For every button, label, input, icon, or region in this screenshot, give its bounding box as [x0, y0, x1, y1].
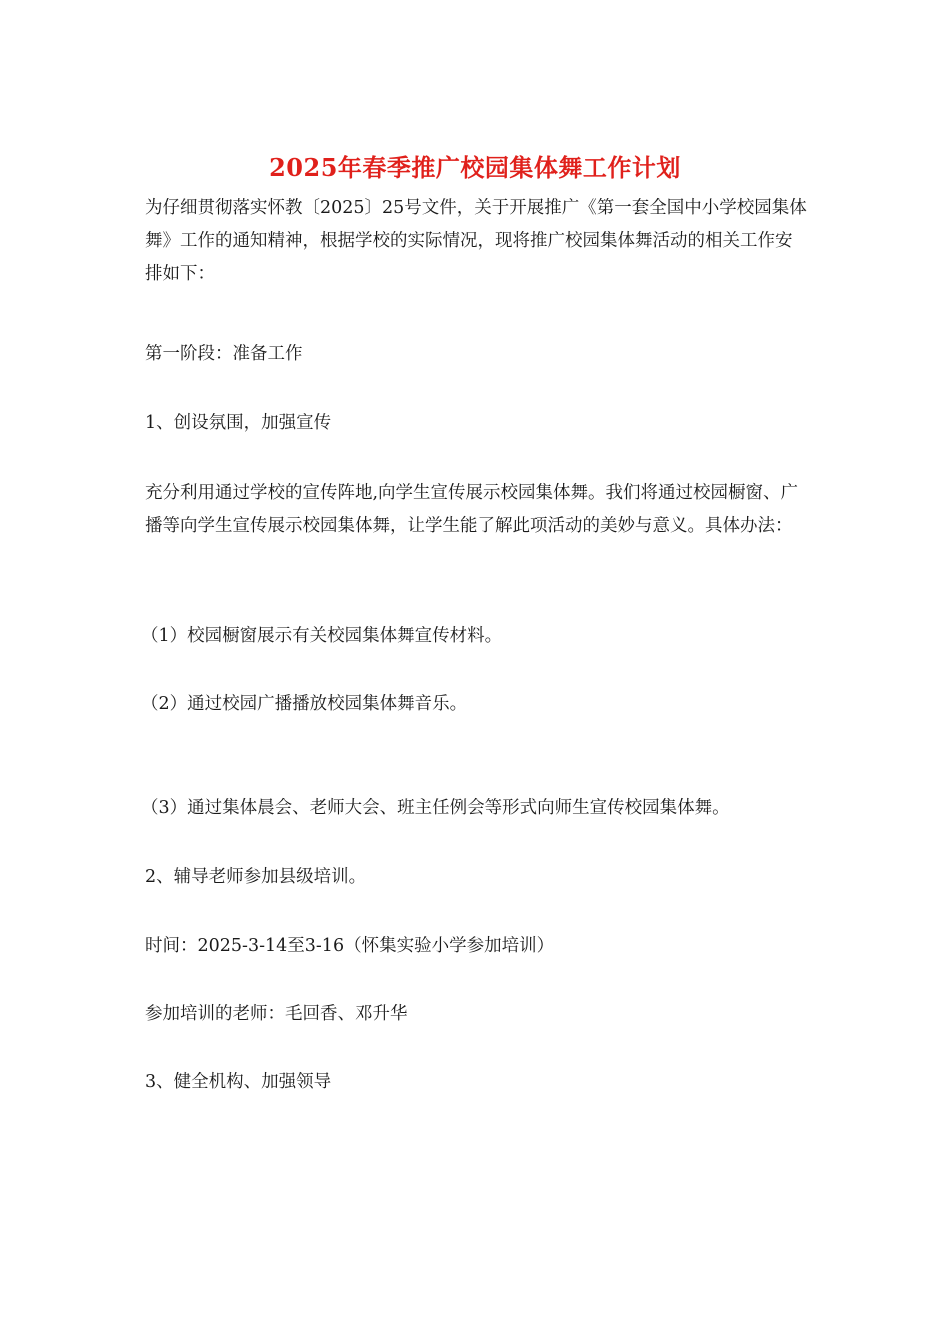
training-teachers: 参加培训的老师：毛回香、邓升华 — [145, 1004, 408, 1024]
training-time: 时间：2025-3-14至3-16（怀集实验小学参加培训） — [145, 936, 555, 956]
sub-item-1: （1）校园橱窗展示有关校园集体舞宣传材料。 — [141, 626, 503, 646]
item-heading-3: 3、健全机构、加强领导 — [145, 1072, 332, 1092]
item-heading-2: 2、辅导老师参加县级培训。 — [145, 867, 367, 887]
stage-heading: 第一阶段：准备工作 — [145, 344, 303, 364]
document-title: 2025年春季推广校园集体舞工作计划 — [269, 153, 681, 182]
intro-paragraph: 为仔细贯彻落实怀教〔2025〕25号文件，关于开展推广《第一套全国中小学校园集体舞》工作的通知精神，根据学校的实际情况，现将推广校园集体舞活动的相关工作安排如下： — [145, 198, 807, 284]
sub-item-3: （3）通过集体晨会、老师大会、班主任例会等形式向师生宣传校园集体舞。 — [141, 798, 730, 818]
item-heading-1: 1、创设氛围，加强宣传 — [145, 413, 332, 433]
sub-item-2: （2）通过校园广播播放校园集体舞音乐。 — [141, 694, 468, 714]
item-1-paragraph: 充分利用通过学校的宣传阵地,向学生宣传展示校园集体舞。我们将通过校园橱窗、广播等向学生宣传展示校园集体舞，让学生能了解此项活动的美妙与意义。具体办法： — [145, 483, 799, 536]
